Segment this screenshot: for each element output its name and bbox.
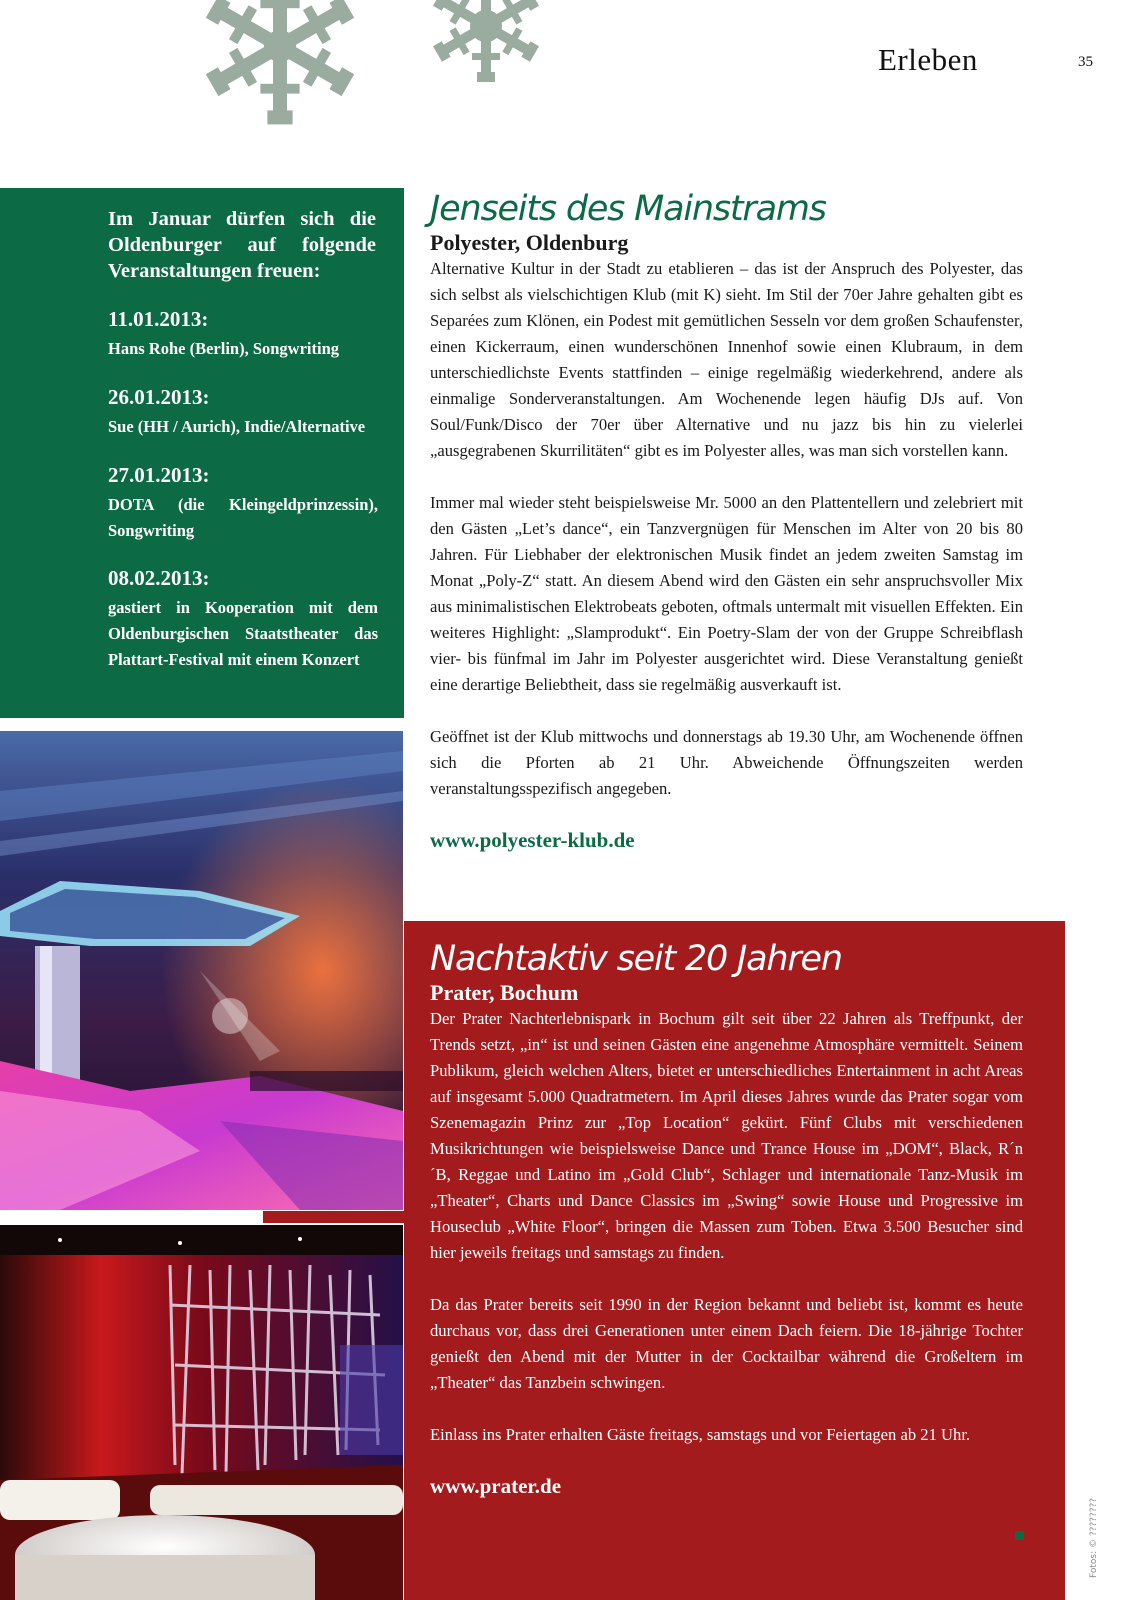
article-paragraph: Immer mal wieder steht beispielsweise Mr. 5000 an den Plattentellern und zelebriert mit den Gästen „Let’s dance“, ein Tanzvergnügen für Menschen im Alter von 20 bis 80 Jahren. Für Liebhaber der elektronischen Musik findet an jedem zweiten Samstag im Monat „Poly-Z“ statt. An diesem Abend wird den Gästen ein sehr anspruchsvoller Mix aus minimalistischen Elektrobeats geboten, oftmals untermalt mit visuellen Effekten. Ein weiteres Highlight: „Slamprodukt“. Ein Poetry-Slam der von der Gruppe Schreibflash vier- bis fünfmal im Jahr im Polyester ausgerichtet wird. Diese Veranstaltung genießt eine derartige Beliebtheit, dass sie regelmäßig ausverkauft ist. <box>430 493 1023 694</box>
article-body <box>430 1006 1023 1448</box>
event-description: Sue (HH / Aurich), Indie/Alternative <box>108 417 366 436</box>
event-date: 08.02.2013: <box>108 566 210 590</box>
event-date: 11.01.2013: <box>108 307 209 331</box>
events-box <box>0 188 404 718</box>
article-subtitle: Prater, Bochum <box>430 980 579 1005</box>
photo-credit: Fotos: © ???????? <box>1089 1497 1099 1578</box>
snowflake-decoration <box>180 0 580 140</box>
event-description: Hans Rohe (Berlin), Songwriting <box>108 339 340 358</box>
article-paragraph: Alternative Kultur in der Stadt zu etablieren – das ist der Anspruch des Polyester, das sich selbst als vielschichtigen Klub (mit K) sieht. Im Stil der 70er Jahre gehalten gibt es Separées zum Klönen, ein Podest mit gemütlichen Sesseln vor dem großen Schaufenster, einen Kickerraum, einen wunderschönen Innenhof sowie einen Klubraum, in dem unterschiedlichste Events stattfinden – einige regelmäßig wiederkehrend, andere als einmalige Sonderveranstaltungen. Am Wochenende legen häufig DJs auf. Von Soul/Funk/Disco der 70er über Alternative und nu jazz bis hin zu vielerlei „ausgegrabenen Skurrilitäten“ gibt es im Polyester alles, was man sich vorstellen kann. <box>430 259 1023 460</box>
end-mark-icon <box>1015 1531 1024 1540</box>
event-item <box>108 462 378 544</box>
event-item <box>108 565 378 673</box>
accent-strip <box>263 1211 404 1223</box>
article-paragraph: Einlass ins Prater erhalten Gäste freitags, samstags und vor Feiertagen ab 21 Uhr. <box>430 1425 971 1444</box>
section-title: Erleben <box>878 42 978 77</box>
article-title: Nachtaktiv seit 20 Jahren <box>430 939 842 979</box>
club-photo-lounge <box>0 1225 403 1600</box>
events-intro: Im Januar dürfen sich die Oldenburger auf folgende Veranstaltungen freuen: <box>108 208 376 282</box>
article-paragraph: Der Prater Nachterlebnispark in Bochum gilt seit über 22 Jahren als Treffpunkt, der Trends setzt, „in“ ist und seinen Gästen eine angenehme Atmosphäre vermittelt. Seinem Publikum, gleich welchen Alters, bietet er unterschiedliches Entertainment in acht Areas auf insgesamt 5.000 Quadratmetern. Im April dieses Jahres wurde das Prater sogar vom Szenemagazin Prinz zur „Top Location“ gekürt. Fünf Clubs mit verschiedenen Musikrichtungen wie beispielsweise Dance und Trance House im „DOM“, Black, R´n´B, Reggae und Latino im „Gold Club“, Schlager und internationale Tanz-Musik im „Theater“, Charts und Dance Classics im „Swing“ sowie House und Progressive im Houseclub „White Floor“, bringen die Massen zum Toben. Etwa 3.500 Besucher sind hier jeweils freitags und samstags zu finden. <box>430 1009 1023 1262</box>
event-date: 27.01.2013: <box>108 463 210 487</box>
article-subtitle: Polyester, Oldenburg <box>430 230 629 255</box>
article-body <box>430 256 1023 802</box>
event-item <box>108 306 378 362</box>
article-title: Jenseits des Mainstrams <box>430 189 826 229</box>
page-number: 35 <box>1078 54 1093 70</box>
club-photo-stage <box>0 731 403 1210</box>
website-link[interactable]: www.prater.de <box>430 1474 562 1498</box>
article-paragraph: Da das Prater bereits seit 1990 in der Region bekannt und beliebt ist, kommt es heute durchaus vor, dass drei Generationen unter einem Dach feiern. Die 18-jährige Tochter genießt den Abend mit der Mutter in der Cocktailbar während die Großeltern im „Theater“ das Tanzbein schwingen. <box>430 1295 1023 1392</box>
article-polyester <box>430 188 1023 853</box>
article-prater <box>430 938 1023 1499</box>
event-description: DOTA (die Kleingeldprinzessin), Songwriting <box>108 495 378 540</box>
website-link[interactable]: www.polyester-klub.de <box>430 828 635 852</box>
event-date: 26.01.2013: <box>108 385 210 409</box>
snowflake-icon-large <box>202 0 357 124</box>
event-item <box>108 384 378 440</box>
snowflake-icon-small <box>431 0 542 82</box>
event-description: gastiert in Kooperation mit dem Oldenburgischen Staatstheater das Plattart-Festival mit einem Konzert <box>108 598 378 669</box>
article-paragraph: Geöffnet ist der Klub mittwochs und donnerstags ab 19.30 Uhr, am Wochenende öffnen sich die Pforten ab 21 Uhr. Abweichende Öffnungszeiten werden veranstaltungsspezifisch angegeben. <box>430 727 1023 798</box>
